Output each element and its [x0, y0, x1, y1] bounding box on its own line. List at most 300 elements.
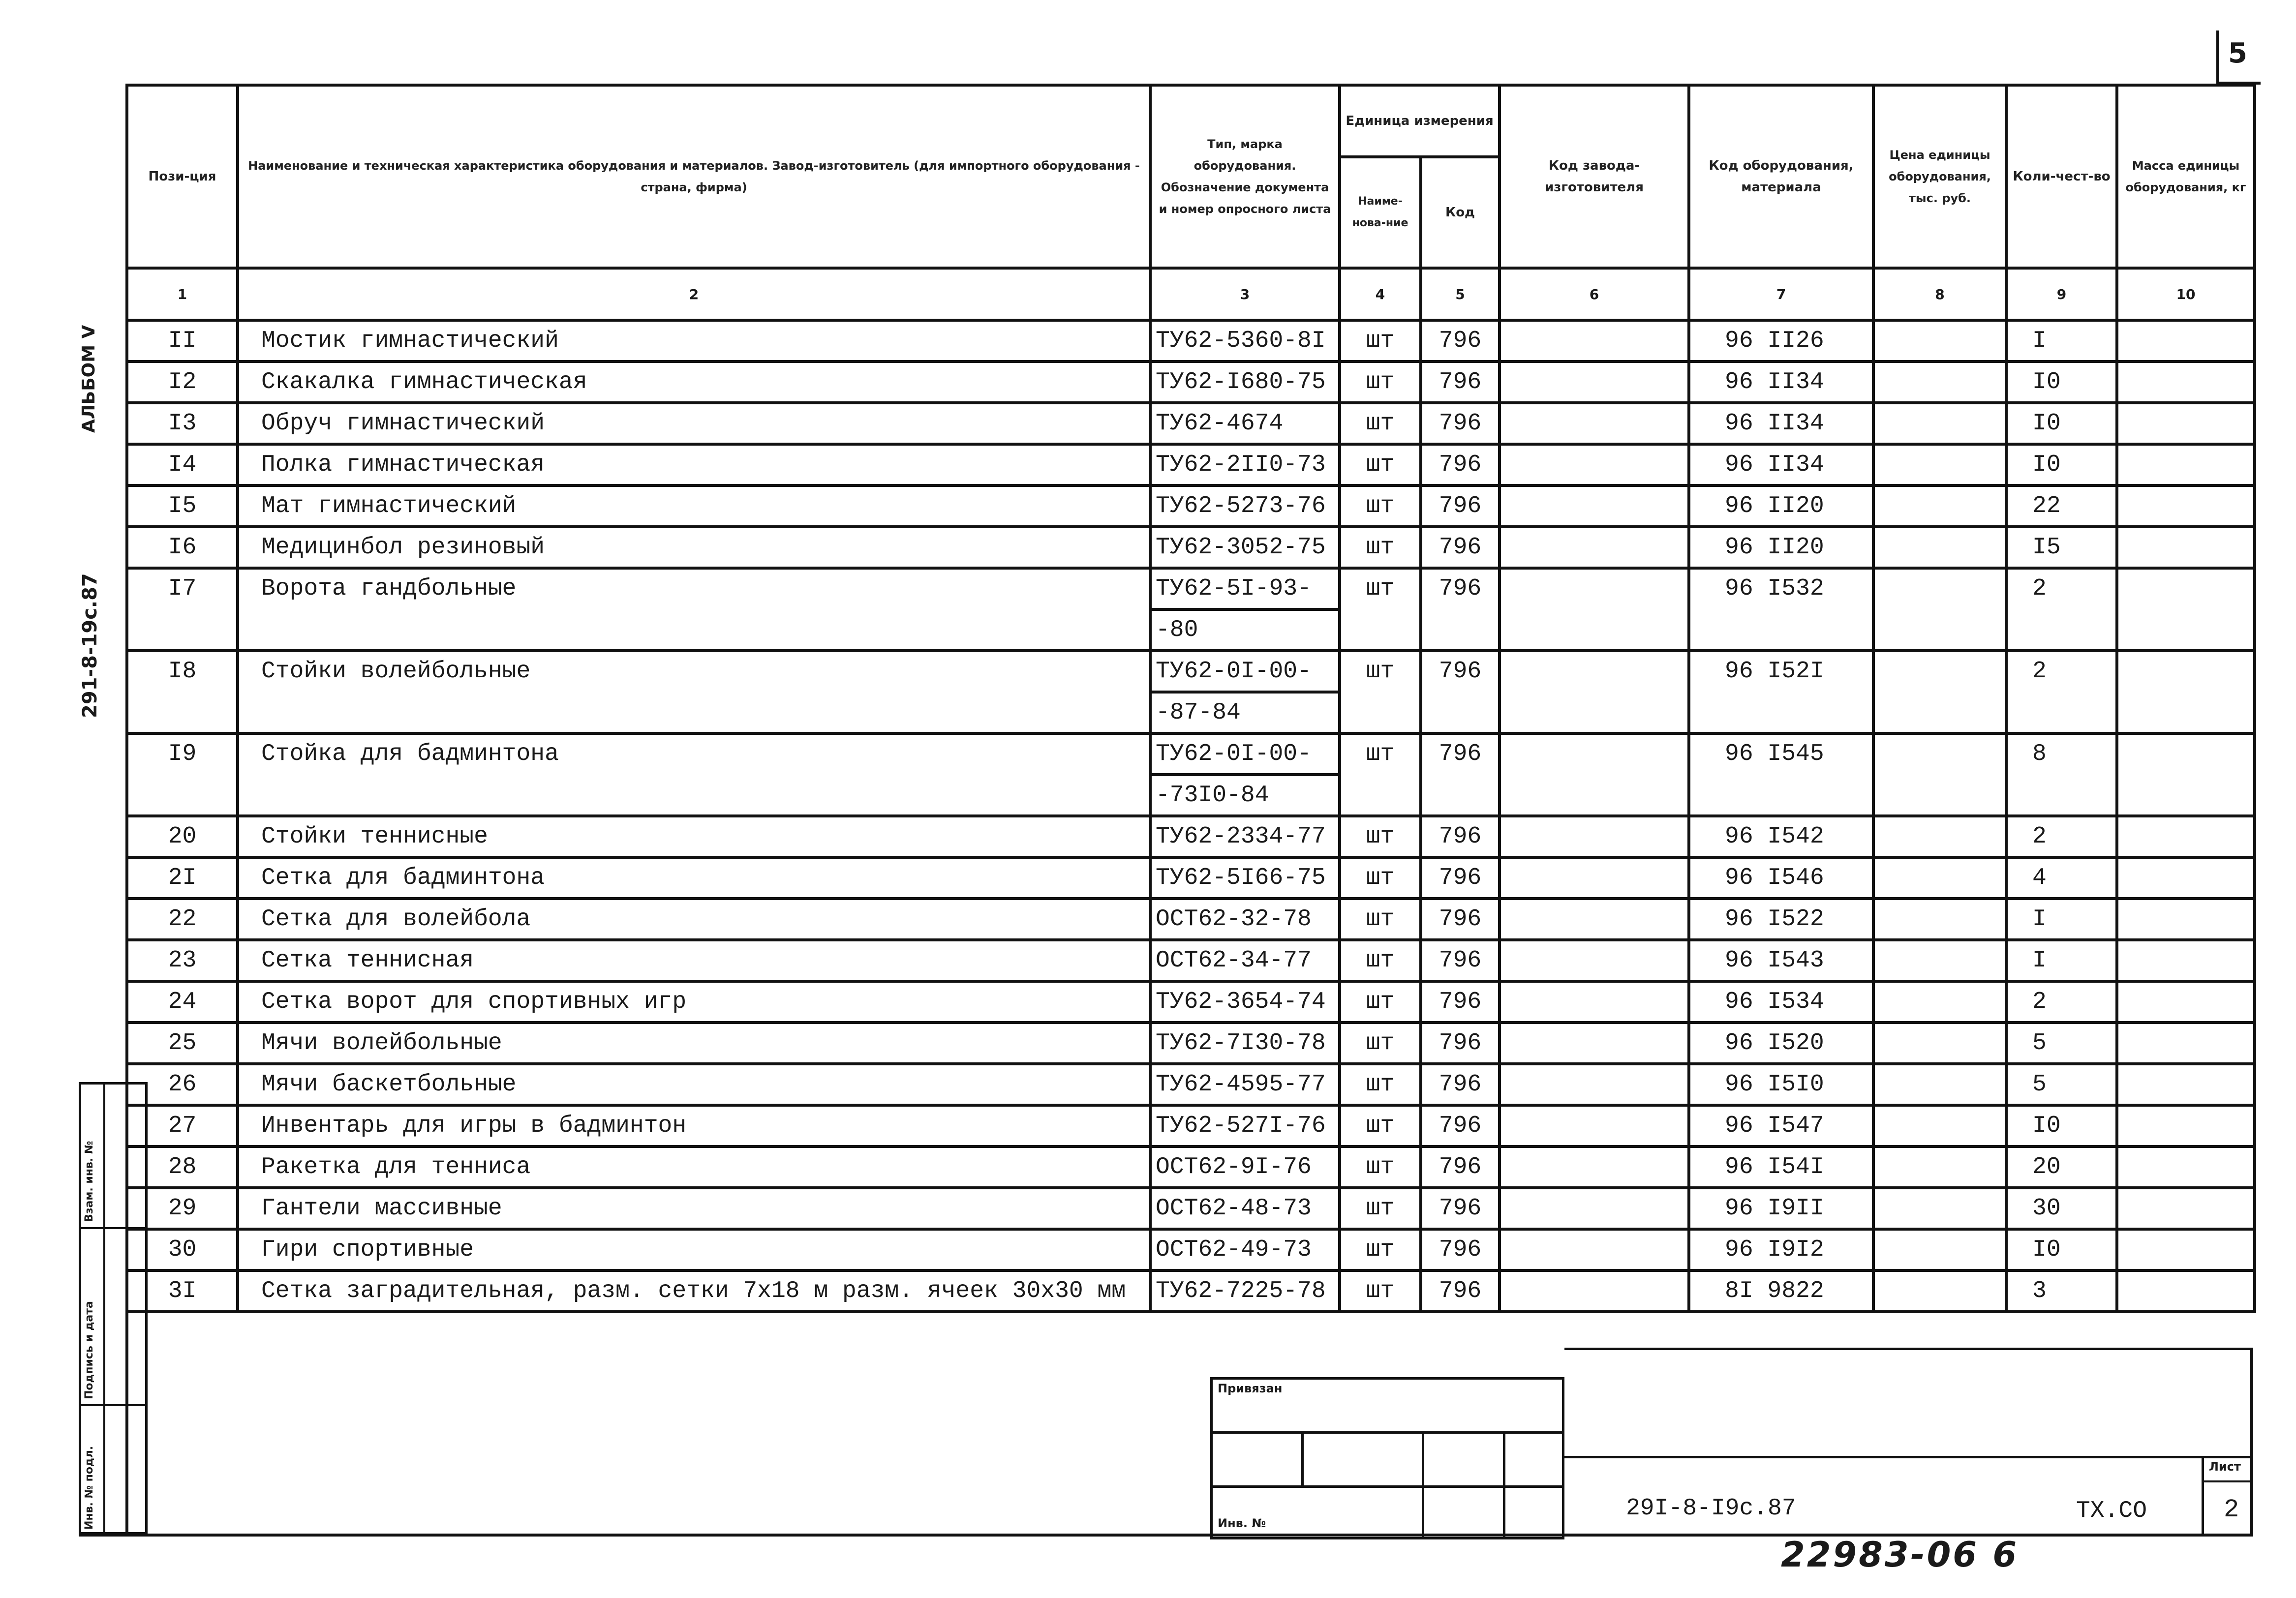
name-cell — [238, 775, 1150, 816]
qty-cell: 20 — [2006, 1146, 2117, 1188]
name-cell: Стойки теннисные — [238, 816, 1150, 857]
header-row — [127, 85, 2255, 157]
mass-cell — [2117, 485, 2255, 527]
table-row — [127, 816, 2255, 857]
col-number: 7 — [1689, 268, 1873, 320]
unit-code-cell: 796 — [1421, 733, 1500, 775]
unit-cell: шт — [1340, 1023, 1421, 1064]
plant-code-cell — [1500, 1023, 1689, 1064]
header-qty: Коли-чест-во — [2006, 85, 2117, 268]
price-cell — [1873, 1105, 2006, 1146]
equip-code-cell: 8I 9822 — [1689, 1270, 1873, 1312]
plant-code-cell — [1500, 568, 1689, 609]
pos-cell: 24 — [127, 981, 238, 1023]
unit-cell: шт — [1340, 568, 1421, 609]
mass-cell — [2117, 775, 2255, 816]
pos-cell: 26 — [127, 1064, 238, 1105]
side-doc-code: 291-8-19с.87 — [79, 573, 101, 718]
section-code: ТХ.СО — [2076, 1498, 2147, 1524]
equip-code-cell: 96 II34 — [1689, 403, 1873, 444]
unit-code-cell: 796 — [1421, 403, 1500, 444]
pos-cell: II — [127, 320, 238, 362]
header-mark: Тип, марка оборудования. Обозначение документа и номер опросного листа — [1150, 85, 1340, 268]
unit-code-cell — [1421, 775, 1500, 816]
unit-cell — [1340, 775, 1421, 816]
frame-title-mid-line — [1564, 1456, 2253, 1458]
plant-code-cell — [1500, 857, 1689, 899]
qty-cell: 5 — [2006, 1064, 2117, 1105]
pos-cell: I5 — [127, 485, 238, 527]
qty-cell: I0 — [2006, 1229, 2117, 1270]
inv-no-label: Инв. № — [1218, 1516, 1266, 1530]
unit-cell: шт — [1340, 1105, 1421, 1146]
unit-code-cell: 796 — [1421, 1146, 1500, 1188]
page-number: 5 — [2228, 37, 2247, 69]
qty-cell — [2006, 609, 2117, 651]
equip-code-cell — [1689, 775, 1873, 816]
price-cell — [1873, 1270, 2006, 1312]
pos-cell: 27 — [127, 1105, 238, 1146]
name-cell: Медицинбол резиновый — [238, 527, 1150, 568]
equip-code-cell: 96 I522 — [1689, 899, 1873, 940]
unit-code-cell: 796 — [1421, 1064, 1500, 1105]
header-unit-name: Наиме-нова-ние — [1340, 157, 1421, 268]
unit-cell: шт — [1340, 981, 1421, 1023]
unit-code-cell: 796 — [1421, 1023, 1500, 1064]
name-cell: Ворота гандбольные — [238, 568, 1150, 609]
pos-cell — [127, 609, 238, 651]
title-block-grid-c — [1422, 1431, 1505, 1488]
price-cell — [1873, 651, 2006, 692]
unit-cell: шт — [1340, 816, 1421, 857]
price-cell — [1873, 816, 2006, 857]
mark-cell: ТУ62-I680-75 — [1150, 362, 1340, 403]
mark-cell: -73I0-84 — [1150, 775, 1340, 816]
qty-cell: 30 — [2006, 1188, 2117, 1229]
plant-code-cell — [1500, 609, 1689, 651]
table-row — [127, 1064, 2255, 1105]
mass-cell — [2117, 899, 2255, 940]
mass-cell — [2117, 1270, 2255, 1312]
plant-code-cell — [1500, 775, 1689, 816]
unit-cell: шт — [1340, 403, 1421, 444]
table-row — [127, 1146, 2255, 1188]
table-row — [127, 1105, 2255, 1146]
qty-cell: 8 — [2006, 733, 2117, 775]
table-row — [127, 362, 2255, 403]
table-row — [127, 1023, 2255, 1064]
price-cell — [1873, 899, 2006, 940]
unit-code-cell: 796 — [1421, 899, 1500, 940]
mass-cell — [2117, 1023, 2255, 1064]
unit-code-cell: 796 — [1421, 816, 1500, 857]
name-cell: Гантели массивные — [238, 1188, 1150, 1229]
table-row — [127, 775, 2255, 816]
qty-cell: 5 — [2006, 1023, 2117, 1064]
unit-cell: шт — [1340, 1146, 1421, 1188]
price-cell — [1873, 568, 2006, 609]
pos-cell: 30 — [127, 1229, 238, 1270]
mass-cell — [2117, 940, 2255, 981]
pos-cell — [127, 692, 238, 733]
plant-code-cell — [1500, 1188, 1689, 1229]
equip-code-cell: 96 I9II — [1689, 1188, 1873, 1229]
equip-code-cell: 96 I520 — [1689, 1023, 1873, 1064]
unit-code-cell: 796 — [1421, 857, 1500, 899]
mark-cell: ТУ62-0I-00- — [1150, 651, 1340, 692]
plant-code-cell — [1500, 1064, 1689, 1105]
pos-cell: 2I — [127, 857, 238, 899]
mass-cell — [2117, 733, 2255, 775]
name-cell — [238, 609, 1150, 651]
pos-cell: 23 — [127, 940, 238, 981]
unit-cell: шт — [1340, 899, 1421, 940]
unit-cell: шт — [1340, 485, 1421, 527]
price-cell — [1873, 857, 2006, 899]
equip-code-cell: 96 II26 — [1689, 320, 1873, 362]
qty-cell: I0 — [2006, 444, 2117, 485]
plant-code-cell — [1500, 1105, 1689, 1146]
column-number-row — [127, 268, 2255, 320]
pos-cell: 20 — [127, 816, 238, 857]
name-cell: Гири спортивные — [238, 1229, 1150, 1270]
qty-cell: I0 — [2006, 362, 2117, 403]
mark-cell: ОСТ62-9I-76 — [1150, 1146, 1340, 1188]
price-cell — [1873, 1146, 2006, 1188]
equip-code-cell: 96 I9I2 — [1689, 1229, 1873, 1270]
plant-code-cell — [1500, 981, 1689, 1023]
frame-right-line — [2250, 1348, 2253, 1537]
table-row — [127, 403, 2255, 444]
mark-cell: ТУ62-7225-78 — [1150, 1270, 1340, 1312]
pos-cell: 25 — [127, 1023, 238, 1064]
qty-cell: 2 — [2006, 568, 2117, 609]
unit-code-cell: 796 — [1421, 1270, 1500, 1312]
unit-cell: шт — [1340, 733, 1421, 775]
equip-code-cell: 96 II20 — [1689, 527, 1873, 568]
equip-code-cell: 96 I5I0 — [1689, 1064, 1873, 1105]
pos-cell: I2 — [127, 362, 238, 403]
equip-code-cell: 96 I534 — [1689, 981, 1873, 1023]
mark-cell: ТУ62-4595-77 — [1150, 1064, 1340, 1105]
price-cell — [1873, 320, 2006, 362]
name-cell: Сетка заградительная, разм. сетки 7х18 м разм. ячеек 30х30 мм — [238, 1270, 1150, 1312]
table-row — [127, 1270, 2255, 1312]
mark-cell: ТУ62-2334-77 — [1150, 816, 1340, 857]
qty-cell: 2 — [2006, 816, 2117, 857]
qty-cell — [2006, 692, 2117, 733]
price-cell — [1873, 1229, 2006, 1270]
plant-code-cell — [1500, 940, 1689, 981]
sheet-label: Лист — [2209, 1460, 2241, 1474]
table-row — [127, 320, 2255, 362]
pos-cell: 3I — [127, 1270, 238, 1312]
price-cell — [1873, 485, 2006, 527]
privyazan-label: Привязан — [1218, 1382, 1283, 1395]
mass-cell — [2117, 568, 2255, 609]
mark-cell: ТУ62-5I-93- — [1150, 568, 1340, 609]
title-block-grid-b — [1301, 1431, 1424, 1488]
stamp-divider-c — [81, 1404, 145, 1406]
price-cell — [1873, 403, 2006, 444]
col-number: 3 — [1150, 268, 1340, 320]
plant-code-cell — [1500, 733, 1689, 775]
unit-code-cell — [1421, 692, 1500, 733]
mass-cell — [2117, 857, 2255, 899]
unit-code-cell: 796 — [1421, 1229, 1500, 1270]
name-cell: Мат гимнастический — [238, 485, 1150, 527]
plant-code-cell — [1500, 1146, 1689, 1188]
stamp-field-vzam: Взам. инв. № — [83, 1141, 95, 1222]
mass-cell — [2117, 1146, 2255, 1188]
price-cell — [1873, 775, 2006, 816]
header-equip-code: Код оборудования, материала — [1689, 85, 1873, 268]
col-number: 5 — [1421, 268, 1500, 320]
stamp-divider-a — [103, 1085, 105, 1532]
equip-code-cell — [1689, 692, 1873, 733]
stamp-field-signature: Подпись и дата — [83, 1301, 95, 1399]
price-cell — [1873, 1064, 2006, 1105]
name-cell: Сетка ворот для спортивных игр — [238, 981, 1150, 1023]
equip-code-cell — [1689, 609, 1873, 651]
price-cell — [1873, 609, 2006, 651]
equip-code-cell: 96 II34 — [1689, 444, 1873, 485]
name-cell: Мячи баскетбольные — [238, 1064, 1150, 1105]
unit-cell: шт — [1340, 1270, 1421, 1312]
name-cell: Полка гимнастическая — [238, 444, 1150, 485]
col-number: 8 — [1873, 268, 2006, 320]
mark-cell: ТУ62-3654-74 — [1150, 981, 1340, 1023]
name-cell: Скакалка гимнастическая — [238, 362, 1150, 403]
unit-code-cell — [1421, 609, 1500, 651]
price-cell — [1873, 1023, 2006, 1064]
mark-cell: ТУ62-527I-76 — [1150, 1105, 1340, 1146]
unit-cell: шт — [1340, 1064, 1421, 1105]
equip-code-cell: 96 I54I — [1689, 1146, 1873, 1188]
col-number: 2 — [238, 268, 1150, 320]
title-block-privyazan-cell — [1210, 1377, 1564, 1434]
unit-code-cell: 796 — [1421, 1105, 1500, 1146]
mark-cell: ТУ62-2II0-73 — [1150, 444, 1340, 485]
table-row — [127, 1188, 2255, 1229]
mass-cell — [2117, 1188, 2255, 1229]
table-row — [127, 568, 2255, 609]
mass-cell — [2117, 444, 2255, 485]
equip-code-cell: 96 I545 — [1689, 733, 1873, 775]
title-block-grid-f — [1422, 1485, 1505, 1539]
col-number: 4 — [1340, 268, 1421, 320]
mark-cell: ТУ62-4674 — [1150, 403, 1340, 444]
unit-cell — [1340, 609, 1421, 651]
unit-cell: шт — [1340, 651, 1421, 692]
table-row — [127, 692, 2255, 733]
unit-cell: шт — [1340, 940, 1421, 981]
unit-cell: шт — [1340, 362, 1421, 403]
title-block-grid-g — [1503, 1485, 1564, 1539]
price-cell — [1873, 940, 2006, 981]
spec-table — [125, 84, 2256, 1313]
qty-cell: I5 — [2006, 527, 2117, 568]
unit-code-cell: 796 — [1421, 568, 1500, 609]
header-price: Цена единицы оборудования, тыс. руб. — [1873, 85, 2006, 268]
qty-cell: 4 — [2006, 857, 2117, 899]
mass-cell — [2117, 651, 2255, 692]
mass-cell — [2117, 403, 2255, 444]
unit-code-cell: 796 — [1421, 362, 1500, 403]
pos-cell — [127, 775, 238, 816]
mark-cell: -87-84 — [1150, 692, 1340, 733]
mass-cell — [2117, 1105, 2255, 1146]
title-block-grid-a — [1210, 1431, 1304, 1488]
plant-code-cell — [1500, 1229, 1689, 1270]
price-cell — [1873, 362, 2006, 403]
table-row — [127, 899, 2255, 940]
table-row — [127, 485, 2255, 527]
qty-cell: I — [2006, 899, 2117, 940]
col-number: 9 — [2006, 268, 2117, 320]
unit-cell: шт — [1340, 320, 1421, 362]
header-plant-code: Код завода-изготовителя — [1500, 85, 1689, 268]
title-block — [1210, 1377, 1564, 1539]
mark-cell: ОСТ62-49-73 — [1150, 1229, 1340, 1270]
header-unit-code: Код — [1421, 157, 1500, 268]
plant-code-cell — [1500, 362, 1689, 403]
table-row — [127, 940, 2255, 981]
qty-cell: 22 — [2006, 485, 2117, 527]
header-unit-group: Единица измерения — [1340, 85, 1500, 157]
price-cell — [1873, 444, 2006, 485]
table-row — [127, 444, 2255, 485]
plant-code-cell — [1500, 485, 1689, 527]
title-block-grid-e — [1210, 1485, 1424, 1539]
plant-code-cell — [1500, 816, 1689, 857]
frame-sheet-hline — [2202, 1480, 2253, 1482]
equip-code-cell: 96 I546 — [1689, 857, 1873, 899]
name-cell: Стойки волейбольные — [238, 651, 1150, 692]
stamp-field-inv: Инв. № подл. — [83, 1446, 95, 1530]
mark-cell: ОСТ62-32-78 — [1150, 899, 1340, 940]
sheet-number: 2 — [2224, 1495, 2239, 1524]
equip-code-cell: 96 I532 — [1689, 568, 1873, 609]
mass-cell — [2117, 362, 2255, 403]
pos-cell: I3 — [127, 403, 238, 444]
unit-cell: шт — [1340, 527, 1421, 568]
unit-code-cell: 796 — [1421, 981, 1500, 1023]
equip-code-cell: 96 I542 — [1689, 816, 1873, 857]
unit-code-cell: 796 — [1421, 651, 1500, 692]
mass-cell — [2117, 609, 2255, 651]
equip-code-cell: 96 II20 — [1689, 485, 1873, 527]
mass-cell — [2117, 692, 2255, 733]
col-number: 10 — [2117, 268, 2255, 320]
name-cell: Инвентарь для игры в бадминтон — [238, 1105, 1150, 1146]
plant-code-cell — [1500, 692, 1689, 733]
unit-cell: шт — [1340, 444, 1421, 485]
unit-cell — [1340, 692, 1421, 733]
equip-code-cell: 96 I547 — [1689, 1105, 1873, 1146]
pos-cell: I7 — [127, 568, 238, 609]
qty-cell: 3 — [2006, 1270, 2117, 1312]
name-cell: Мячи волейбольные — [238, 1023, 1150, 1064]
unit-code-cell: 796 — [1421, 940, 1500, 981]
mark-cell: -80 — [1150, 609, 1340, 651]
price-cell — [1873, 981, 2006, 1023]
col-number: 6 — [1500, 268, 1689, 320]
name-cell: Мостик гимнастический — [238, 320, 1150, 362]
qty-cell: I0 — [2006, 1105, 2117, 1146]
price-cell — [1873, 692, 2006, 733]
pos-cell: I9 — [127, 733, 238, 775]
col-number: 1 — [127, 268, 238, 320]
unit-cell: шт — [1340, 1188, 1421, 1229]
price-cell — [1873, 1188, 2006, 1229]
name-cell: Сетка для бадминтона — [238, 857, 1150, 899]
frame-sheet-divider — [2202, 1456, 2204, 1535]
name-cell: Сетка для волейбола — [238, 899, 1150, 940]
mark-cell: ОСТ62-34-77 — [1150, 940, 1340, 981]
mark-cell: ТУ62-5360-8I — [1150, 320, 1340, 362]
equip-code-cell: 96 I52I — [1689, 651, 1873, 692]
qty-cell: I0 — [2006, 403, 2117, 444]
name-cell: Ракетка для тенниса — [238, 1146, 1150, 1188]
plant-code-cell — [1500, 527, 1689, 568]
mark-cell: ТУ62-5273-76 — [1150, 485, 1340, 527]
page-number-box — [2216, 30, 2261, 85]
table-row — [127, 527, 2255, 568]
plant-code-cell — [1500, 651, 1689, 692]
mass-cell — [2117, 527, 2255, 568]
header-pos: Пози-ция — [127, 85, 238, 268]
doc-number: 29I-8-I9с.87 — [1626, 1495, 1796, 1522]
table-row — [127, 981, 2255, 1023]
name-cell — [238, 692, 1150, 733]
table-row — [127, 733, 2255, 775]
qty-cell: I — [2006, 940, 2117, 981]
pos-cell: I4 — [127, 444, 238, 485]
mass-cell — [2117, 320, 2255, 362]
name-cell: Сетка теннисная — [238, 940, 1150, 981]
table-row — [127, 857, 2255, 899]
qty-cell — [2006, 775, 2117, 816]
name-cell: Обруч гимнастический — [238, 403, 1150, 444]
price-cell — [1873, 733, 2006, 775]
plant-code-cell — [1500, 1270, 1689, 1312]
pos-cell: 28 — [127, 1146, 238, 1188]
title-block-grid-d — [1503, 1431, 1564, 1488]
plant-code-cell — [1500, 403, 1689, 444]
pos-cell: I6 — [127, 527, 238, 568]
mass-cell — [2117, 1064, 2255, 1105]
name-cell: Стойка для бадминтона — [238, 733, 1150, 775]
mark-cell: ТУ62-0I-00- — [1150, 733, 1340, 775]
unit-code-cell: 796 — [1421, 320, 1500, 362]
mark-cell: ТУ62-5I66-75 — [1150, 857, 1340, 899]
mass-cell — [2117, 981, 2255, 1023]
price-cell — [1873, 527, 2006, 568]
pos-cell: 22 — [127, 899, 238, 940]
qty-cell: 2 — [2006, 651, 2117, 692]
spec-table-body — [127, 320, 2255, 1312]
mark-cell: ТУ62-3052-75 — [1150, 527, 1340, 568]
unit-cell: шт — [1340, 1229, 1421, 1270]
pos-cell: I8 — [127, 651, 238, 692]
qty-cell: 2 — [2006, 981, 2117, 1023]
unit-code-cell: 796 — [1421, 485, 1500, 527]
qty-cell: I — [2006, 320, 2117, 362]
table-row — [127, 651, 2255, 692]
plant-code-cell — [1500, 444, 1689, 485]
album-label: АЛЬБОМ V — [79, 325, 99, 433]
